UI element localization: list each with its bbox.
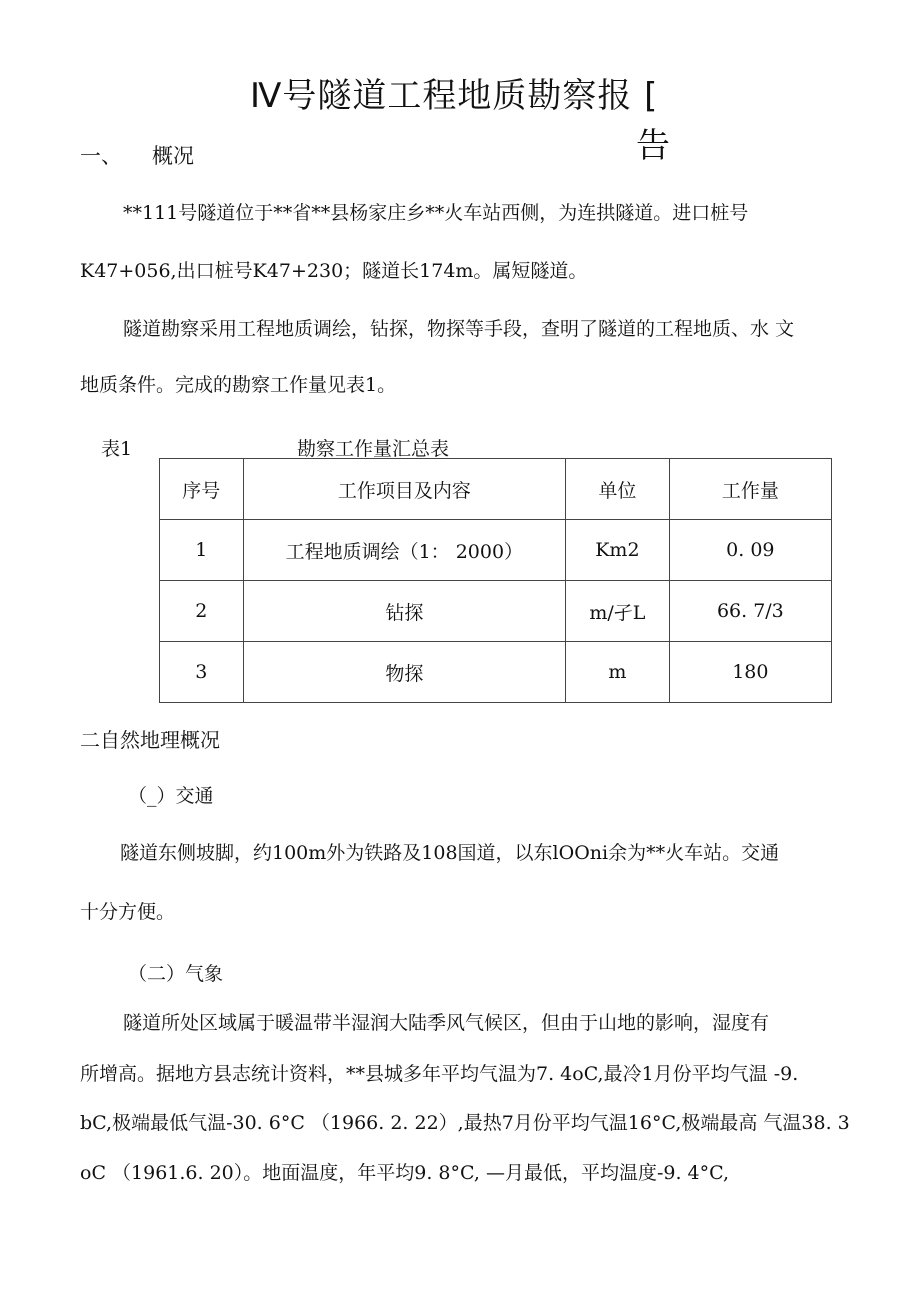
paragraph-1-line-2: K47+056,出口桩号K47+230；隧道长174m。属短隧道。 <box>80 260 588 282</box>
paragraph-2-line-1: 隧道勘察采用工程地质调绘，钻探，物探等手段，查明了隧道的工程地质、水 文 <box>123 318 795 340</box>
paragraph-4-line-3: bC,极端最低气温-30. 6°C （1966. 2. 22）,最热7月份平均气温16°C,极端最高 气温38. 3 <box>80 1112 850 1134</box>
table-cell: 1 <box>160 520 244 581</box>
table-cell: 物探 <box>243 642 565 703</box>
table-cell: Km2 <box>566 520 670 581</box>
section-heading-overview <box>80 140 194 170</box>
table-cell: 180 <box>669 642 831 703</box>
subheading-climate: （二）气象 <box>128 963 224 985</box>
paragraph-4-line-2: 所增高。据地方县志统计资料，**县城多年平均气温为7. 4oC,最冷1月份平均气温 -9. <box>80 1063 799 1085</box>
table-row <box>160 520 832 581</box>
section-number: 一、 <box>80 144 122 168</box>
table-header-cell: 工作量 <box>669 459 831 520</box>
paragraph-1-line-1: **111号隧道位于**省**县杨家庄乡**火车站西侧，为连拱隧道。进口桩号 <box>123 202 749 224</box>
doc-title-continuation: 告 <box>636 126 670 166</box>
table-cell: 2 <box>160 581 244 642</box>
table-cell: m/孑L <box>566 581 670 642</box>
table-cell: 工程地质调绘（1： 2000） <box>243 520 565 581</box>
paragraph-4-line-1: 隧道所处区域属于暖温带半湿润大陆季风气候区，但由于山地的影响，湿度有 <box>123 1012 770 1034</box>
table-caption-number: 表1 <box>101 438 133 460</box>
paragraph-3-line-2: 十分方便。 <box>80 901 176 923</box>
table-row <box>160 581 832 642</box>
table-header-cell: 工作项目及内容 <box>243 459 565 520</box>
table-caption-title: 勘察工作量汇总表 <box>297 438 450 460</box>
table-row <box>160 642 832 703</box>
table-cell: 0. 09 <box>669 520 831 581</box>
survey-workload-table <box>159 458 832 703</box>
section-heading-natural-geography: 二自然地理概况 <box>80 728 220 752</box>
table-cell: m <box>566 642 670 703</box>
doc-title: Ⅳ号隧道工程地质勘察报 [ <box>250 76 659 116</box>
subheading-transport: （_）交通 <box>128 785 214 807</box>
table-cell: 3 <box>160 642 244 703</box>
table-cell: 钻探 <box>243 581 565 642</box>
paragraph-2-line-2: 地质条件。完成的勘察工作量见表1。 <box>80 374 397 396</box>
paragraph-3-line-1: 隧道东侧坡脚，约100m外为铁路及108国道，以东lOOni余为**火车站。交通 <box>120 842 780 864</box>
section-label: 概况 <box>152 144 194 168</box>
paragraph-4-line-4: oC （1961.6. 20）。地面温度，年平均9. 8°C, —月最低，平均温度-9. 4°C, <box>80 1162 730 1184</box>
table-header-cell: 序号 <box>160 459 244 520</box>
table-header-row <box>160 459 832 520</box>
table-cell: 66. 7/3 <box>669 581 831 642</box>
table-header-cell: 单位 <box>566 459 670 520</box>
